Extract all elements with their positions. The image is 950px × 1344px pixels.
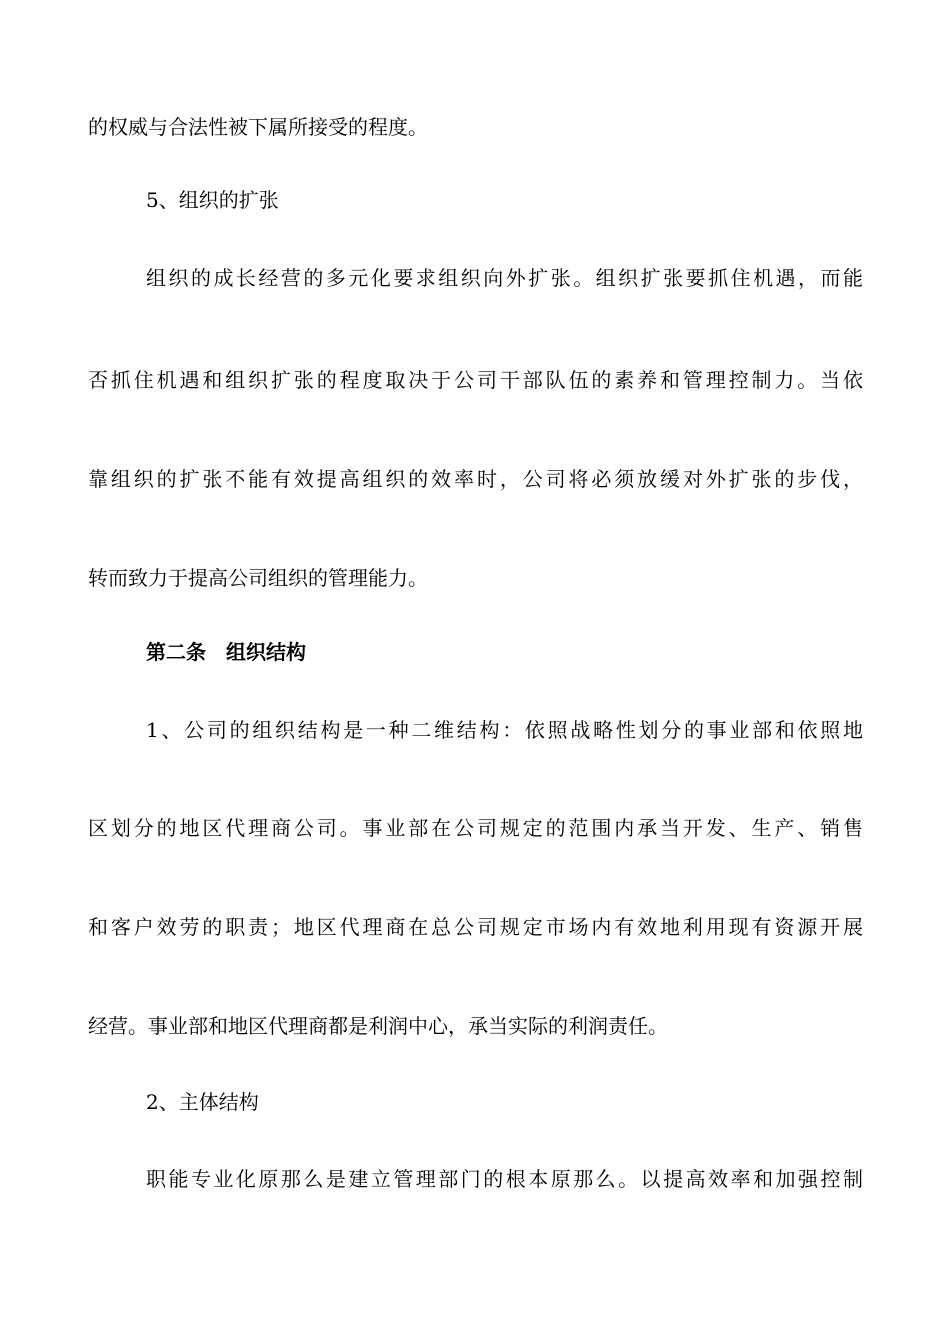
paragraph-line: 和客户效劳的职责；地区代理商在总公司规定市场内有效地利用现有资源开展 [88,915,863,939]
paragraph-line: 转而致力于提高公司组织的管理能力。 [88,566,428,590]
subsection-heading-main-structure: 2、主体结构 [146,1090,259,1114]
paragraph-continuation-line: 的权威与合法性被下属所接受的程度。 [88,115,428,139]
paragraph-line: 区划分的地区代理商公司。事业部在公司规定的范围内承当开发、生产、销售 [88,816,863,840]
paragraph-line: 1、公司的组织结构是一种二维结构：依照战略性划分的事业部和依照地 [146,718,863,742]
article-heading: 第二条 组织结构 [146,640,306,664]
paragraph-line: 靠组织的扩张不能有效提高组织的效率时，公司将必须放缓对外扩张的步伐， [88,467,863,491]
subsection-heading-expansion: 5、组织的扩张 [146,188,279,212]
paragraph-line: 组织的成长经营的多元化要求组织向外扩张。组织扩张要抓住机遇，而能 [146,266,863,290]
paragraph-line: 经营。事业部和地区代理商都是利润中心，承当实际的利润责任。 [88,1014,668,1038]
paragraph-line: 职能专业化原那么是建立管理部门的根本原那么。以提高效率和加强控制 [146,1167,863,1191]
paragraph-line: 否抓住机遇和组织扩张的程度取决于公司干部队伍的素养和管理控制力。当依 [88,368,863,392]
